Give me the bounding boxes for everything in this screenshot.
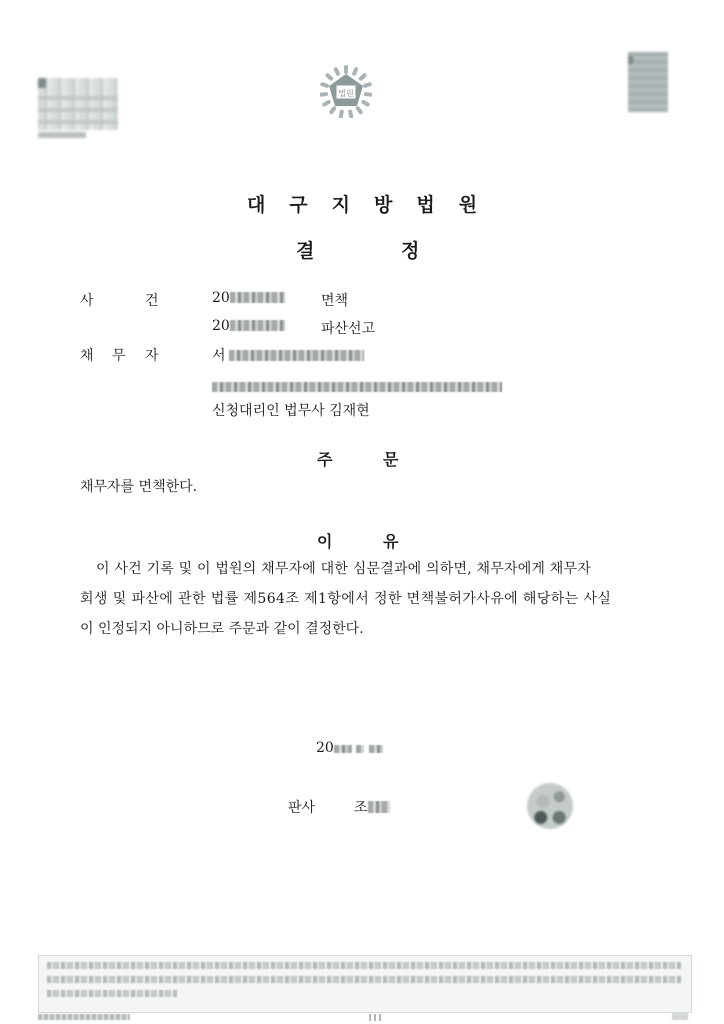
case-type-1: 면책 <box>321 293 349 309</box>
judge-label: 판사 <box>288 800 316 816</box>
reason-line-1: 이 사건 기록 및 이 법원의 채무자에 대한 심문결과에 의하면, 채무자에게 채무자 <box>96 561 591 577</box>
case-label-char-1: 사 <box>80 293 94 309</box>
debtor-address <box>212 376 502 395</box>
case-label-char-2: 건 <box>145 293 159 309</box>
reason-heading-char-2: 유 <box>383 532 399 551</box>
judge-name: 조 <box>354 797 390 817</box>
redacted-year <box>334 745 352 753</box>
order-text: 채무자를 면책한다. <box>80 479 198 495</box>
redacted-page-number <box>672 1013 688 1020</box>
redacted-document-code <box>38 1014 130 1020</box>
footer-notice-box <box>38 955 692 1013</box>
redacted-case-number <box>230 292 285 303</box>
redacted-notice-line <box>47 962 681 969</box>
redacted-debtor-address <box>212 382 502 392</box>
debtor-label-char-1: 채 <box>80 348 94 364</box>
debtor-label-char-2: 무 <box>112 348 126 364</box>
redacted-debtor-id <box>229 350 364 361</box>
reason-paragraph <box>80 554 650 644</box>
reason-line-3: 이 인정되지 아니하므로 주문과 같이 결정한다. <box>80 621 364 637</box>
case-type-2: 파산선고 <box>321 321 376 337</box>
redacted-judge-name <box>368 801 390 813</box>
redacted-notice-line <box>47 990 177 997</box>
document-type-char-2: 정 <box>401 240 420 262</box>
redacted-month <box>356 745 364 753</box>
reason-heading-char-1: 이 <box>317 532 333 551</box>
document-type-char-1: 결 <box>296 240 315 262</box>
redacted-qr-code <box>628 52 668 112</box>
redacted-notice-line <box>47 976 681 983</box>
redacted-day <box>369 745 383 753</box>
order-heading-char-2: 문 <box>383 450 399 469</box>
judge-seal-icon <box>527 783 573 829</box>
reason-line-2: 회생 및 파산에 관한 법률 제564조 제1항에서 정한 면책불허가사유에 해당하는 사실 <box>80 591 612 607</box>
redacted-issue-info <box>38 78 118 130</box>
court-name-title: 대구지방법원 <box>246 194 502 216</box>
debtor-label-char-3: 자 <box>145 348 159 364</box>
redacted-case-number <box>230 320 285 331</box>
case-number-1: 20 <box>212 290 285 306</box>
applicant-agent: 신청대리인 법무사 김재현 <box>212 403 370 419</box>
case-number-2: 20 <box>212 318 285 334</box>
decision-date: 20 <box>316 740 383 756</box>
debtor-name: 서 <box>212 345 364 365</box>
redacted-page-mark <box>369 1014 383 1021</box>
court-emblem-icon <box>320 62 372 118</box>
order-heading-char-1: 주 <box>317 450 333 469</box>
svg-text:법원: 법원 <box>338 89 354 98</box>
